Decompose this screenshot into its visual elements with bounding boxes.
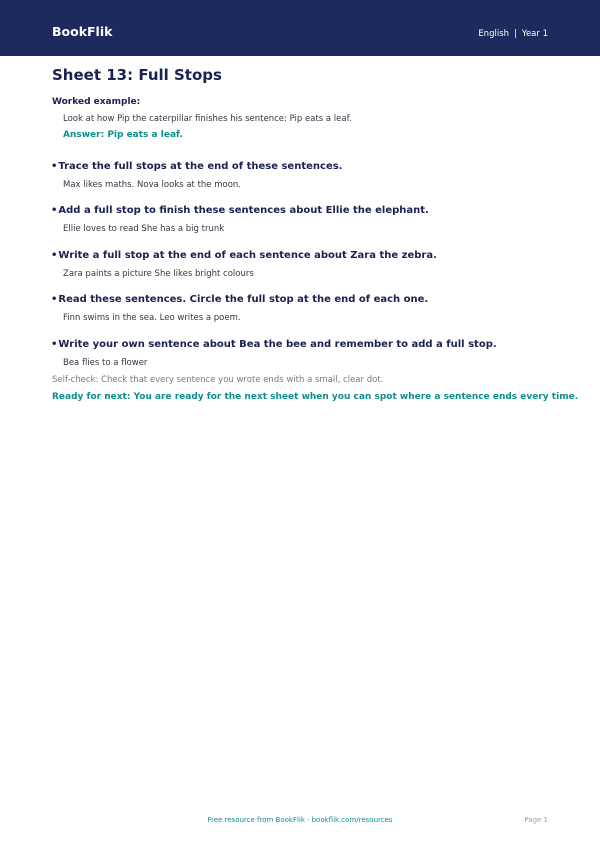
task-sentences: Zara paints a picture She likes bright colours bbox=[63, 269, 254, 279]
page-number: Page 1 bbox=[524, 816, 548, 824]
year-label: Year 1 bbox=[521, 29, 548, 39]
footer-credit: Free resource from BookFlik · bookflik.com/resources bbox=[207, 816, 393, 824]
ready-for-next: Ready for next: You are ready for the next sheet when you can spot where a sentence ends every time. bbox=[52, 392, 579, 402]
task-instruction bbox=[51, 160, 342, 174]
task-instruction bbox=[51, 249, 437, 263]
task-instruction bbox=[51, 204, 429, 218]
brand-name: BookFlik bbox=[52, 24, 113, 39]
task-sentences: Finn swims in the sea. Leo writes a poem. bbox=[63, 313, 241, 323]
page-header bbox=[0, 0, 600, 56]
bullet: • bbox=[51, 250, 58, 261]
subject-year bbox=[478, 28, 548, 40]
task-instruction bbox=[51, 293, 428, 307]
task-instruction-text: Read these sentences. Circle the full stop at the end of each one. bbox=[58, 294, 429, 305]
task-instruction-text: Write a full stop at the end of each sentence about Zara the zebra. bbox=[58, 250, 437, 261]
bullet: • bbox=[51, 294, 58, 305]
self-check: Self-check: Check that every sentence you wrote ends with a small, clear dot. bbox=[52, 375, 384, 385]
subject-label: English bbox=[478, 29, 510, 39]
worked-example-label: Worked example: bbox=[52, 97, 141, 107]
bullet: • bbox=[51, 339, 58, 350]
bullet: • bbox=[51, 205, 58, 216]
task-instruction-text: Add a full stop to finish these sentences about Ellie the elephant. bbox=[58, 205, 429, 216]
task-sentences: Ellie loves to read She has a big trunk bbox=[63, 224, 225, 234]
task-sentences: Max likes maths. Nova looks at the moon. bbox=[63, 180, 241, 190]
task-instruction-text: Trace the full stops at the end of these sentences. bbox=[58, 161, 343, 172]
task-instruction-text: Write your own sentence about Bea the bee and remember to add a full stop. bbox=[58, 339, 497, 350]
task-sentences: Bea flies to a flower bbox=[63, 358, 148, 368]
worked-example-answer: Answer: Pip eats a leaf. bbox=[63, 130, 183, 140]
task-instruction bbox=[51, 338, 497, 352]
bullet: • bbox=[51, 161, 58, 172]
worked-example-text: Look at how Pip the caterpillar finishes his sentence: Pip eats a leaf. bbox=[63, 114, 352, 124]
sheet-title: Sheet 13: Full Stops bbox=[52, 66, 222, 84]
meta-separator: | bbox=[514, 29, 517, 39]
